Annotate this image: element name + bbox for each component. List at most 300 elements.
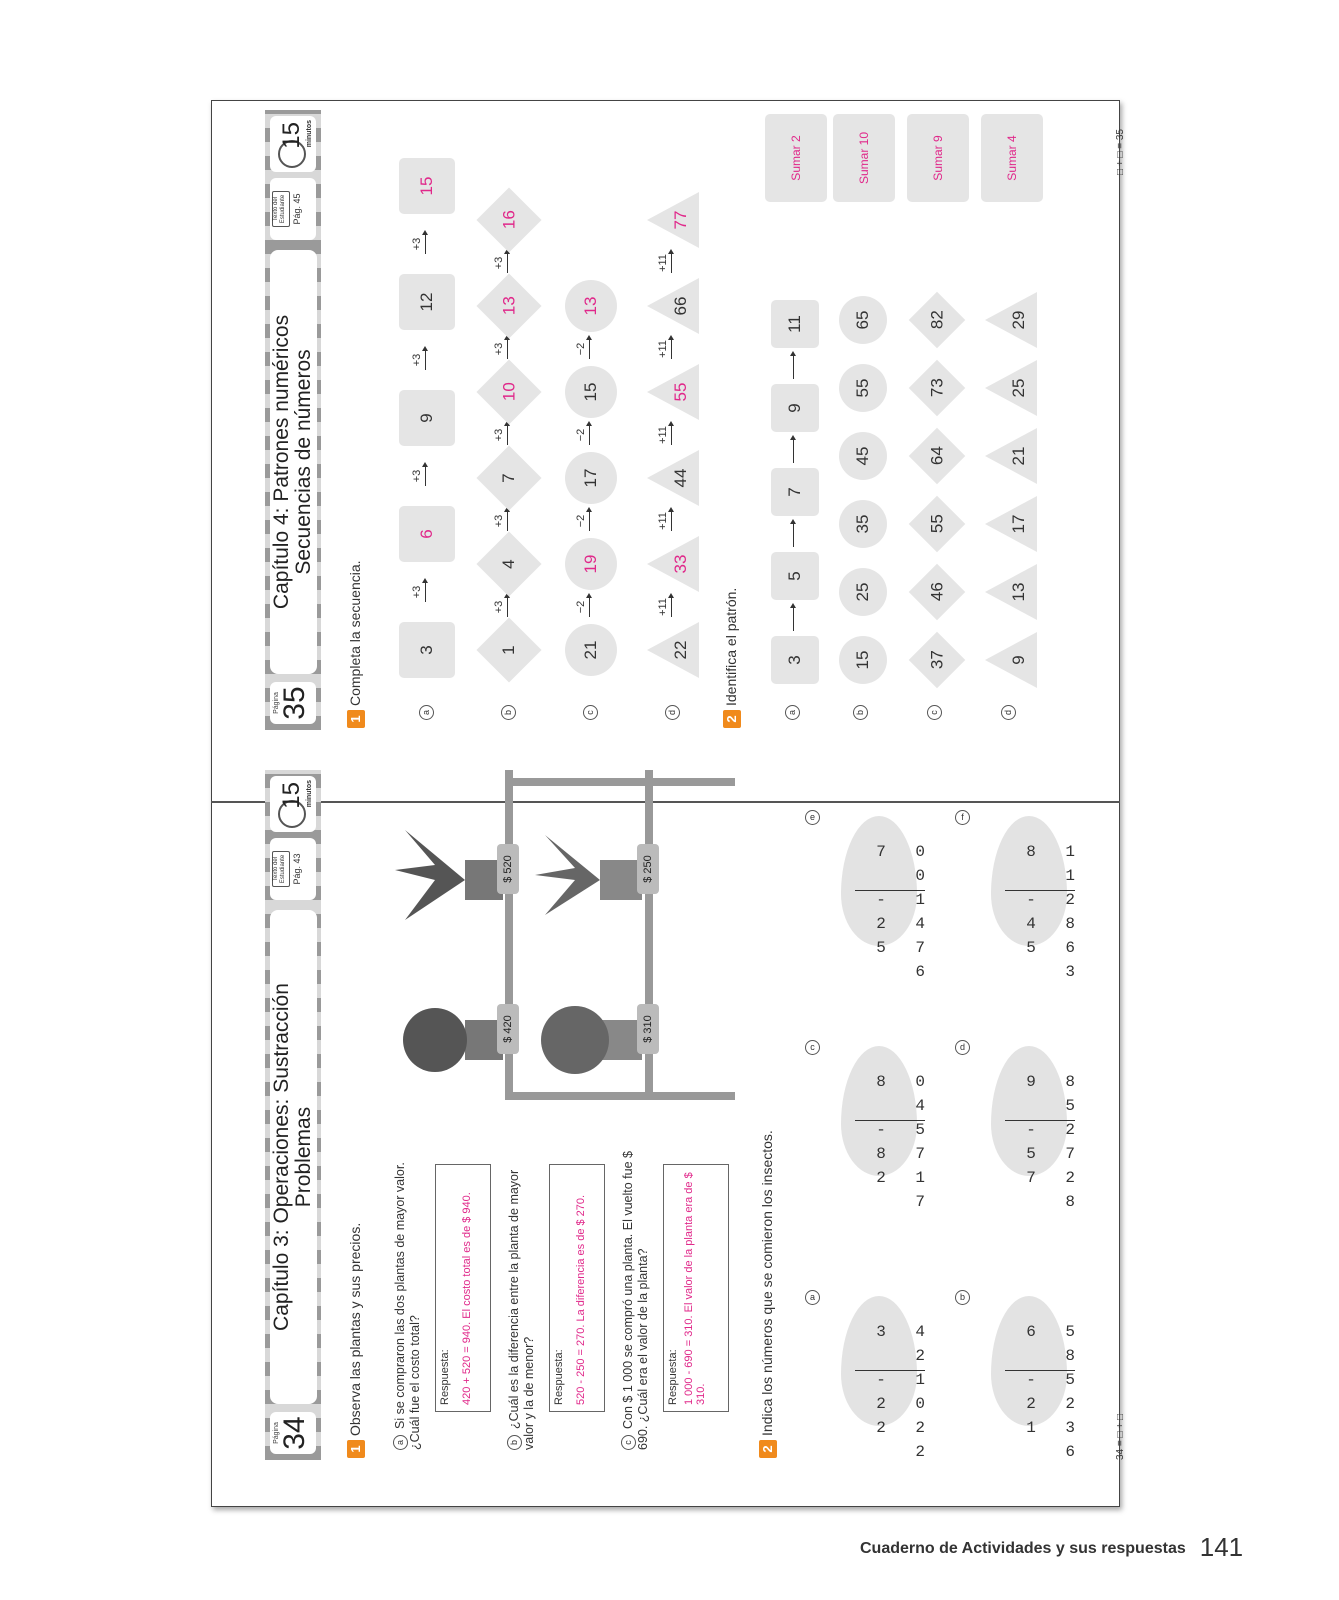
rule-text: Sumar 10 <box>857 131 871 185</box>
sequence-value: 1 <box>499 645 518 655</box>
subtraction-rows <box>847 1070 935 1214</box>
digit-row: 1 3 6 <box>1026 1419 1085 1461</box>
pattern-cell <box>765 462 825 522</box>
arrow-line <box>671 253 672 273</box>
square-shape <box>771 468 819 516</box>
operation-label: +3 <box>493 256 505 270</box>
digit-row: - 2 5 7 <box>1026 1121 1085 1163</box>
digit-row: 6 5 8 <box>1026 1323 1085 1365</box>
arrow-line <box>425 582 426 602</box>
sequence-cell <box>561 448 621 508</box>
activity-number: 2 <box>759 1440 777 1458</box>
pattern-row <box>833 110 893 730</box>
sequence-value: 10 <box>498 382 518 402</box>
pattern-cell <box>765 546 825 606</box>
pattern-value: 46 <box>926 582 946 602</box>
sequence-cell <box>643 362 703 422</box>
diamond-shape <box>476 273 541 338</box>
sequence-value: 15 <box>417 176 436 196</box>
pattern-value: 35 <box>853 514 872 534</box>
answer-box-c <box>663 1164 729 1412</box>
sequence-value: 7 <box>499 473 518 483</box>
arrow-icon <box>791 604 794 634</box>
answer-c: 1 000 - 690 = 310. El valor de la planta era de $ 310. <box>683 1172 707 1405</box>
resp-label: Respuesta: <box>553 1349 565 1405</box>
rule-text: Sumar 2 <box>789 135 803 181</box>
digit-row: 3 4 2 <box>876 1323 935 1365</box>
activity-text: Indica los números que se comieron los insectos. <box>759 1130 775 1436</box>
sequence-value: 77 <box>671 210 690 230</box>
pattern-value: 45 <box>853 446 872 466</box>
operation-label: +3 <box>411 585 423 599</box>
arrow-icon <box>493 594 508 620</box>
arrow-icon <box>575 594 590 620</box>
side-note: □ + □ = 35 <box>1115 129 1126 175</box>
pattern-row <box>765 110 825 730</box>
diamond-shape <box>909 360 966 417</box>
pattern-value: 11 <box>785 315 804 333</box>
plant-icon <box>541 1006 642 1074</box>
sequence-value: 9 <box>417 413 436 423</box>
pattern-cell <box>765 294 825 354</box>
page-number-badge <box>270 682 316 724</box>
sum-line <box>855 890 925 891</box>
pattern-value: 21 <box>1009 446 1028 466</box>
activity-number: 2 <box>723 710 741 728</box>
digit-row: - 5 2 2 <box>1026 1371 1085 1413</box>
minutes-label: minutos <box>306 780 313 808</box>
sequence-cell <box>643 534 703 594</box>
diamond-shape <box>909 632 966 689</box>
operation-label: +11 <box>657 512 669 530</box>
texto-estudiante <box>270 838 316 900</box>
arrow-icon <box>411 231 426 257</box>
operation-label: +3 <box>493 428 505 442</box>
pattern-row <box>907 110 967 730</box>
page-number: 35 <box>278 686 311 720</box>
operation-label: −2 <box>575 342 587 356</box>
arrow-line <box>671 425 672 445</box>
pattern-value: 25 <box>1009 378 1028 398</box>
question-a-text: Si se compraron las dos plantas de mayor valor. ¿Cuál fue el costo total? <box>393 1162 423 1450</box>
pattern-value: 15 <box>853 650 872 670</box>
sequence-cell <box>561 362 621 422</box>
leaf-subtraction <box>961 810 1085 981</box>
operation-label: +3 <box>493 514 505 528</box>
pattern-value: 9 <box>785 403 804 413</box>
arrow-icon <box>657 508 672 534</box>
sequence-cell <box>643 190 703 250</box>
pattern-cell <box>907 494 967 554</box>
activity-2-label <box>759 1130 777 1458</box>
letter-d: d <box>1001 705 1016 720</box>
arrow-line <box>507 339 508 359</box>
arrow-icon <box>411 579 426 605</box>
sequence-cell <box>643 448 703 508</box>
sequence-value: 21 <box>581 640 600 660</box>
sequence-value: 6 <box>417 529 436 539</box>
sequence-cell <box>561 620 621 680</box>
sequence-value: 12 <box>417 292 436 312</box>
arrow-icon <box>493 508 508 534</box>
question-a <box>393 1150 423 1450</box>
minutes-badge <box>270 116 316 172</box>
arrow-line <box>507 425 508 445</box>
circle-shape <box>565 452 617 504</box>
pattern-cell <box>907 562 967 622</box>
plant-icon <box>403 1008 503 1072</box>
chapter-title <box>270 910 317 1404</box>
book-icon: Texto del Estudiante <box>272 191 290 227</box>
sequence-row <box>397 110 457 730</box>
subtraction-rows <box>847 840 935 984</box>
digit-row: - 1 2 0 <box>876 1371 935 1413</box>
operation-label: +3 <box>411 469 423 483</box>
pattern-cell <box>833 426 893 486</box>
page-label: Página <box>273 692 280 714</box>
pattern-cell <box>981 426 1041 486</box>
sequence-cell <box>397 156 457 216</box>
activity-number: 1 <box>347 710 365 728</box>
arrow-icon <box>657 594 672 620</box>
page-35 <box>265 110 1145 730</box>
pattern-value: 9 <box>1009 655 1028 665</box>
arrow-icon <box>493 336 508 362</box>
leaf-subtraction <box>810 1040 935 1211</box>
minutes-value: 15 <box>278 782 305 809</box>
letter-c: c <box>805 1040 820 1055</box>
circle-shape <box>839 636 887 684</box>
sequence-cell <box>397 272 457 332</box>
price-tag: $ 520 <box>497 844 519 894</box>
chapter-title <box>270 250 317 674</box>
digit-row: 5 7 6 <box>876 939 935 981</box>
pattern-value: 37 <box>926 650 946 670</box>
page-label: Página <box>273 1422 280 1444</box>
arrow-icon <box>493 422 508 448</box>
square-shape <box>771 636 819 684</box>
activity-1-label <box>347 560 365 728</box>
sum-line <box>1005 1120 1075 1121</box>
square-shape <box>771 384 819 432</box>
arrow-line <box>425 350 426 370</box>
sequence-cell <box>561 276 621 336</box>
pattern-cell <box>907 630 967 690</box>
operation-label: −2 <box>575 600 587 614</box>
minutes-label: minutos <box>306 120 313 148</box>
square-shape <box>771 552 819 600</box>
pattern-value: 65 <box>853 310 872 330</box>
letter-b: b <box>853 705 868 720</box>
letter-f: f <box>955 810 970 825</box>
footer-page-number: 141 <box>1199 1532 1244 1562</box>
letter-d: d <box>665 705 680 720</box>
arrow-icon <box>657 422 672 448</box>
sequence-row <box>643 110 703 730</box>
pattern-cell <box>765 378 825 438</box>
arrow-line <box>589 339 590 359</box>
minutes-value: 15 <box>278 122 305 149</box>
sequence-value: 15 <box>581 382 600 402</box>
activity-1-label <box>347 1223 365 1458</box>
arrow-icon <box>411 463 426 489</box>
pattern-rule <box>981 114 1043 202</box>
arrow-icon <box>575 508 590 534</box>
arrow-line <box>671 597 672 617</box>
price-tag: $ 420 <box>497 1004 519 1054</box>
arrow-icon <box>657 336 672 362</box>
book-icon: Texto del Estudiante <box>272 851 290 887</box>
arrow-line <box>507 511 508 531</box>
circle-shape <box>839 364 887 412</box>
digit-row: - 5 8 7 <box>876 1121 935 1163</box>
arrow-icon <box>791 352 794 382</box>
title-line2: Problemas <box>292 1106 315 1208</box>
pattern-cell <box>981 358 1041 418</box>
diamond-shape <box>909 292 966 349</box>
pattern-cell <box>981 494 1041 554</box>
activity-number: 1 <box>347 1440 365 1458</box>
sequence-row <box>479 110 539 730</box>
price-tag: $ 310 <box>637 1004 659 1054</box>
pattern-value: 3 <box>785 655 804 665</box>
circle-shape <box>565 366 617 418</box>
sequence-value: 16 <box>498 210 518 230</box>
circle-shape <box>565 624 617 676</box>
letter-a: a <box>785 705 800 720</box>
pattern-cell <box>981 290 1041 350</box>
title-line1: Capítulo 4: Patrones numéricos <box>270 314 293 610</box>
resp-label: Respuesta: <box>439 1349 451 1405</box>
diamond-shape <box>909 496 966 553</box>
letter-c: c <box>927 705 942 720</box>
operation-label: −2 <box>575 514 587 528</box>
sequence-cell <box>479 362 539 422</box>
page-35-header <box>265 110 321 730</box>
operation-label: +3 <box>493 600 505 614</box>
leaf-subtraction <box>809 810 935 981</box>
arrow-line <box>671 339 672 359</box>
subtraction-rows <box>997 1070 1085 1214</box>
sequence-value: 13 <box>498 296 518 316</box>
sum-line <box>1005 1370 1075 1371</box>
letter-a: a <box>419 705 434 720</box>
sequence-cell <box>397 620 457 680</box>
digit-row: 2 2 2 <box>876 1419 935 1461</box>
pattern-rule <box>765 114 827 202</box>
arrow-line <box>589 425 590 445</box>
digit-row: 9 8 5 <box>1026 1073 1085 1115</box>
diamond-shape <box>476 617 541 682</box>
pattern-value: 29 <box>1009 310 1028 330</box>
letter-b: b <box>955 1290 970 1305</box>
circle-shape <box>839 500 887 548</box>
texto-page: Pág. 45 <box>292 193 302 225</box>
arrow-icon <box>575 336 590 362</box>
square-shape <box>399 390 455 446</box>
price-tag: $ 250 <box>637 844 659 894</box>
circle-shape <box>565 538 617 590</box>
letter-b: b <box>501 705 516 720</box>
activity-text: Identifica el patrón. <box>723 587 739 706</box>
sequence-cell <box>643 620 703 680</box>
square-shape <box>399 274 455 330</box>
diamond-shape <box>476 187 541 252</box>
sum-line <box>855 1370 925 1371</box>
sequence-value: 66 <box>671 296 690 316</box>
activity-text: Completa la secuencia. <box>347 560 363 706</box>
arrow-line <box>793 355 794 379</box>
operation-label: +11 <box>657 254 669 272</box>
arrow-line <box>507 597 508 617</box>
question-b <box>507 1150 537 1450</box>
pattern-value: 17 <box>1009 514 1028 534</box>
letter-e: e <box>805 810 820 825</box>
arrow-line <box>425 234 426 254</box>
sequence-cell <box>479 448 539 508</box>
sequence-value: 44 <box>671 468 690 488</box>
pattern-value: 13 <box>1009 582 1028 602</box>
pattern-cell <box>907 290 967 350</box>
sequence-value: 13 <box>581 296 600 316</box>
page-34 <box>265 770 1145 1460</box>
answer-a: 420 + 520 = 940. El costo total es de $ 940. <box>461 1192 473 1405</box>
pattern-cell <box>833 494 893 554</box>
pattern-value: 55 <box>926 514 946 534</box>
arrow-icon <box>791 436 794 466</box>
letter-d: d <box>955 1040 970 1055</box>
arrow-icon <box>791 520 794 550</box>
operation-label: +11 <box>657 426 669 444</box>
diamond-shape <box>476 445 541 510</box>
footer-text: Cuaderno de Actividades y sus respuestas <box>860 1540 1186 1557</box>
leaf-subtraction <box>809 1290 935 1461</box>
circle-shape <box>839 432 887 480</box>
digit-row: 2 1 7 <box>876 1169 935 1211</box>
page-number: 34 <box>278 1416 311 1450</box>
digit-row: - 2 4 8 <box>1026 891 1085 933</box>
diamond-shape <box>909 428 966 485</box>
operation-label: +11 <box>657 598 669 616</box>
sequence-cell <box>479 534 539 594</box>
title-line2: Secuencias de números <box>292 349 315 575</box>
letter-b: b <box>507 1435 522 1450</box>
pattern-value: 82 <box>926 310 946 330</box>
arrow-icon <box>411 347 426 373</box>
pattern-rule <box>833 114 895 202</box>
diamond-shape <box>909 564 966 621</box>
square-shape <box>399 622 455 678</box>
digit-row: 7 0 0 <box>876 843 935 885</box>
arrow-line <box>793 439 794 463</box>
letter-a: a <box>805 1290 820 1305</box>
pattern-value: 55 <box>853 378 872 398</box>
answer-box-a <box>435 1164 491 1412</box>
letter-a: a <box>393 1435 408 1450</box>
pattern-cell <box>833 290 893 350</box>
pattern-row <box>981 110 1041 730</box>
circle-shape <box>839 296 887 344</box>
leaf-subtraction <box>959 1040 1085 1211</box>
sequence-cell <box>561 534 621 594</box>
letter-c: c <box>621 1435 636 1450</box>
arrow-line <box>425 466 426 486</box>
pattern-value: 7 <box>785 487 804 497</box>
sum-line <box>1005 890 1075 891</box>
activity-text: Observa las plantas y sus precios. <box>347 1222 363 1436</box>
pattern-cell <box>765 630 825 690</box>
circle-shape <box>839 568 887 616</box>
operation-label: +3 <box>411 237 423 251</box>
arrow-icon <box>657 250 672 276</box>
arrow-line <box>589 511 590 531</box>
square-shape <box>399 158 455 214</box>
sequence-value: 19 <box>581 554 600 574</box>
sequence-cell <box>479 620 539 680</box>
pattern-cell <box>981 630 1041 690</box>
subtraction-rows <box>997 840 1085 984</box>
circle-shape <box>565 280 617 332</box>
digit-row: 8 0 4 <box>876 1073 935 1115</box>
question-c <box>621 1150 651 1450</box>
shelf-leg-right <box>505 778 735 786</box>
plant-shelf <box>395 770 735 1120</box>
resp-label: Respuesta: <box>667 1349 679 1405</box>
arrow-line <box>793 523 794 547</box>
pattern-value: 25 <box>853 582 872 602</box>
digit-row: 8 1 1 <box>1026 843 1085 885</box>
pattern-value: 64 <box>926 446 946 466</box>
subtraction-rows <box>847 1320 935 1464</box>
sequence-value: 33 <box>671 554 690 574</box>
sum-line <box>855 1120 925 1121</box>
arrow-icon <box>493 250 508 276</box>
digit-row: - 1 2 4 <box>876 891 935 933</box>
pattern-value: 5 <box>785 571 804 581</box>
arrow-line <box>589 597 590 617</box>
page-number-badge <box>270 1412 316 1454</box>
diamond-shape <box>476 531 541 596</box>
sequence-value: 17 <box>581 468 600 488</box>
sequence-cell <box>397 504 457 564</box>
digit-row: 5 6 3 <box>1026 939 1085 981</box>
arrow-line <box>507 253 508 273</box>
rule-text: Sumar 9 <box>931 135 945 181</box>
operation-label: +3 <box>411 353 423 367</box>
sequence-cell <box>643 276 703 336</box>
pattern-cell <box>833 358 893 418</box>
page-34-header <box>265 770 321 1460</box>
operation-label: +3 <box>493 342 505 356</box>
activity-2-label <box>723 588 741 728</box>
pattern-cell <box>833 562 893 622</box>
answer-b: 520 - 250 = 270. La diferencia es de $ 270. <box>575 1194 587 1405</box>
texto-page: Pág. 43 <box>292 853 302 885</box>
plant-icon <box>395 830 503 920</box>
operation-label: −2 <box>575 428 587 442</box>
title-line1: Capítulo 3: Operaciones: Sustracción <box>270 983 293 1331</box>
sequence-cell <box>479 276 539 336</box>
side-note: 34 = □ + □ <box>1115 1414 1126 1460</box>
arrow-line <box>793 607 794 631</box>
answer-box-b <box>549 1164 605 1412</box>
digit-row: 7 2 8 <box>1026 1169 1085 1211</box>
sequence-cell <box>479 190 539 250</box>
pattern-cell <box>907 358 967 418</box>
sequence-value: 22 <box>671 640 690 660</box>
pattern-cell <box>981 562 1041 622</box>
rule-text: Sumar 4 <box>1005 135 1019 181</box>
